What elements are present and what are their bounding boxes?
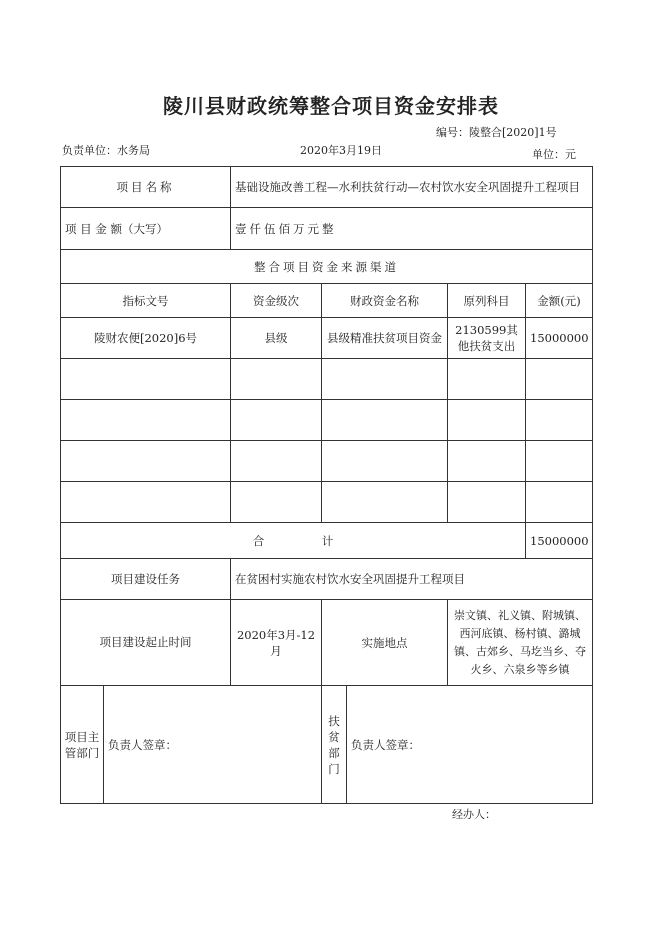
col-fund-name: 财政资金名称 <box>322 284 448 318</box>
doc-number: 编号：陵整合[2020]1号 <box>436 126 557 139</box>
cell-amount: 15000000 <box>526 318 593 359</box>
table-row <box>61 482 593 523</box>
table-row <box>61 400 593 441</box>
responsible-unit: 负责单位：水务局 <box>62 144 150 157</box>
col-subject: 原列科目 <box>448 284 526 318</box>
task-value: 在贫困村实施农村饮水安全巩固提升工程项目 <box>231 559 593 600</box>
column-header-row <box>61 284 593 318</box>
period-row <box>61 600 593 686</box>
task-label: 项目建设任务 <box>61 559 231 600</box>
table-row <box>61 318 593 359</box>
col-amount: 金额(元) <box>526 284 593 318</box>
period-label: 项目建设起止时间 <box>99 635 192 649</box>
source-header-row <box>61 250 593 284</box>
col-index-doc: 指标文号 <box>61 284 231 318</box>
amount-value: 壹仟伍佰万元整 <box>231 208 593 250</box>
total-label: 合 计 <box>61 523 526 559</box>
funding-table <box>60 166 593 804</box>
dept-sign: 负责人签章： <box>104 686 322 804</box>
document-date: 2020年3月19日 <box>300 144 382 157</box>
period-value: 2020年3月-12月 <box>231 600 322 686</box>
table-row <box>61 441 593 482</box>
poverty-sign: 负责人签章： <box>351 737 420 752</box>
col-fund-level: 资金级次 <box>231 284 322 318</box>
project-name-value: 基础设施改善工程—水利扶贫行动—农村饮水安全巩固提升工程项目 <box>231 167 593 208</box>
source-header: 整合项目资金来源渠道 <box>61 250 593 284</box>
cell-fund-name: 县级精准扶贫项目资金 <box>322 318 448 359</box>
amount-label: 项 目 金 额（大写） <box>61 208 231 250</box>
project-name-row <box>61 167 593 208</box>
location-value: 崇文镇、礼义镇、附城镇、西河底镇、杨村镇、潞城镇、古郊乡、马圪当乡、夺火乡、六泉乡等乡镇 <box>448 600 593 686</box>
location-label: 实施地点 <box>322 600 448 686</box>
handler-label: 经办人： <box>452 808 496 821</box>
total-row <box>61 523 593 559</box>
poverty-label: 扶贫部门 <box>322 686 347 803</box>
dept-label: 项目主管部门 <box>61 686 104 804</box>
cell-index-doc: 陵财农便[2020]6号 <box>61 318 231 359</box>
amount-row <box>61 208 593 250</box>
table-row <box>61 359 593 400</box>
page-title: 陵川县财政统筹整合项目资金安排表 <box>163 94 499 118</box>
total-value: 15000000 <box>526 523 593 559</box>
project-name-label: 项目名称 <box>61 167 231 208</box>
cell-fund-level: 县级 <box>231 318 322 359</box>
currency-unit: 单位：元 <box>532 148 576 161</box>
cell-subject: 2130599其他扶贫支出 <box>448 318 526 359</box>
task-row <box>61 559 593 600</box>
signature-row <box>61 686 593 804</box>
